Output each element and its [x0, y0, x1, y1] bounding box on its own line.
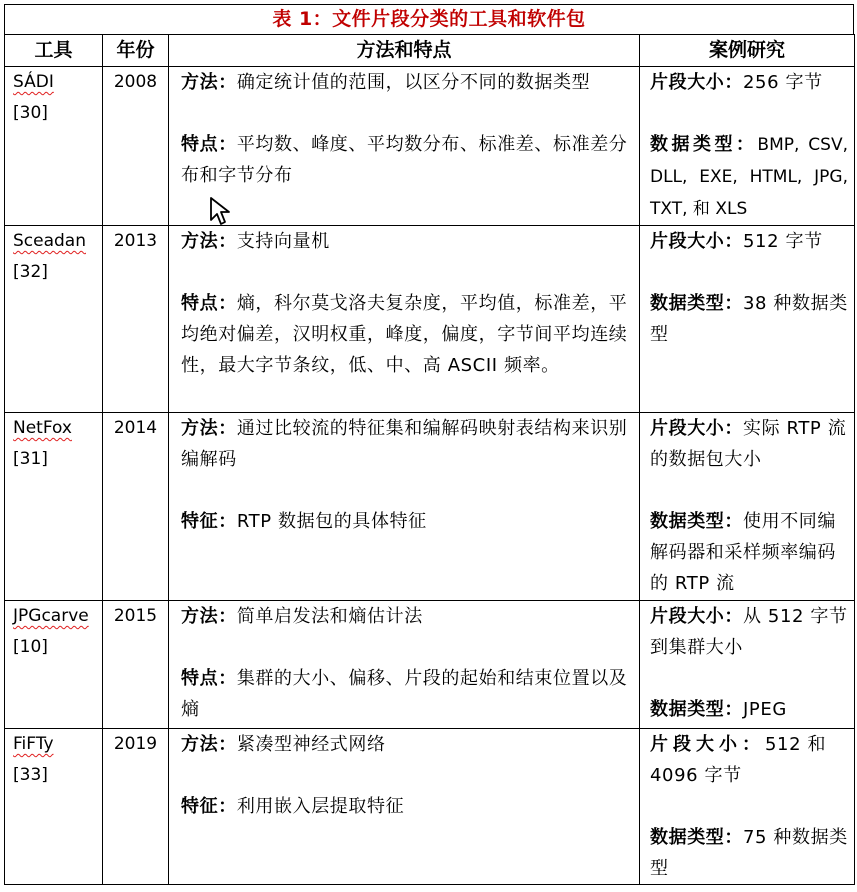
type-label: 数据类型：: [650, 699, 743, 720]
tool-cell: [5, 601, 103, 729]
tool-ref: [31]: [13, 449, 48, 469]
year-cell: 2014: [103, 413, 169, 601]
year-cell: 2008: [103, 67, 169, 226]
method-label: 方法：: [181, 231, 237, 252]
table-row: [5, 67, 855, 226]
table-row: [5, 413, 855, 601]
table-header-row: [5, 35, 855, 67]
header-year: 年份: [103, 35, 169, 67]
type-text: 38 种数据类型: [650, 293, 848, 345]
tool-ref: [30]: [13, 103, 48, 123]
size-label: 片段大小：: [650, 734, 765, 755]
feature-text: 平均数、峰度、平均数分布、标准差、标准差分布和字节分布: [181, 134, 628, 186]
tool-name: FiFTy: [13, 734, 54, 754]
tool-name: Sceadan: [13, 231, 86, 251]
table-caption: 表 1：文件片段分类的工具和软件包: [4, 4, 854, 34]
method-text: 确定统计值的范围，以区分不同的数据类型: [236, 72, 591, 93]
table-row: [5, 226, 855, 413]
feature-label: 特征：: [181, 796, 237, 817]
size-label: 片段大小：: [650, 418, 743, 439]
type-label: 数据类型：: [650, 827, 743, 848]
case-cell: [640, 226, 855, 413]
method-cell: [169, 729, 640, 885]
header-tool: 工具: [5, 35, 103, 67]
tool-cell: [5, 729, 103, 885]
type-label: 数据类型：: [650, 293, 743, 314]
tool-ref: [33]: [13, 765, 48, 785]
mouse-pointer-icon: [208, 196, 234, 226]
tool-name: JPGcarve: [13, 606, 89, 626]
case-cell: [640, 729, 855, 885]
method-label: 方法：: [181, 606, 237, 627]
case-cell: [640, 601, 855, 729]
tool-name: NetFox: [13, 418, 72, 438]
type-text: BMP, CSV, DLL, EXE, HTML, JPG, TXT, 和 XLS: [650, 135, 848, 219]
size-text: 256 字节: [743, 72, 823, 93]
tool-cell: [5, 226, 103, 413]
method-text: 简单启发法和熵估计法: [236, 606, 423, 627]
method-text: 通过比较流的特征集和编解码映射表结构来识别编解码: [181, 418, 628, 470]
tool-name: SÁDI: [13, 72, 54, 92]
tool-ref: [10]: [13, 637, 48, 657]
year-cell: 2019: [103, 729, 169, 885]
size-text: 实际 RTP 流的数据包大小: [650, 418, 847, 470]
method-label: 方法：: [181, 418, 237, 439]
method-cell: [169, 601, 640, 729]
size-label: 片段大小：: [650, 231, 743, 252]
tool-cell: [5, 413, 103, 601]
year-cell: 2015: [103, 601, 169, 729]
method-cell: [169, 226, 640, 413]
feature-label: 特点：: [181, 293, 237, 314]
tool-ref: [32]: [13, 262, 48, 282]
case-cell: [640, 413, 855, 601]
size-label: 片段大小：: [650, 72, 743, 93]
method-label: 方法：: [181, 72, 237, 93]
size-text: 512 和 4096 字节: [650, 734, 827, 786]
document: [4, 4, 854, 885]
size-text: 512 字节: [743, 231, 823, 252]
type-text: 75 种数据类型: [650, 827, 848, 879]
table-row: [5, 601, 855, 729]
size-label: 片段大小：: [650, 606, 743, 627]
size-text: 从 512 字节到集群大小: [650, 606, 848, 658]
method-cell: [169, 67, 640, 226]
method-text: 紧凑型神经式网络: [236, 734, 386, 755]
feature-label: 特点：: [181, 134, 237, 155]
type-label: 数据类型：: [650, 511, 743, 532]
method-cell: [169, 413, 640, 601]
method-label: 方法：: [181, 734, 237, 755]
method-text: 支持向量机: [236, 231, 330, 252]
feature-label: 特点：: [181, 668, 237, 689]
type-text: 使用不同编解码器和采样频率编码的 RTP 流: [650, 511, 836, 594]
year-cell: 2013: [103, 226, 169, 413]
table-row: [5, 729, 855, 885]
feature-label: 特征：: [181, 511, 237, 532]
case-cell: [640, 67, 855, 226]
feature-text: RTP 数据包的具体特征: [236, 511, 427, 532]
tool-cell: [5, 67, 103, 226]
feature-text: 利用嵌入层提取特征: [236, 796, 405, 817]
type-label: 数据类型：: [650, 134, 758, 155]
tools-table: [4, 34, 855, 885]
header-method: 方法和特点: [169, 35, 640, 67]
feature-text: 集群的大小、偏移、片段的起始和结束位置以及熵: [181, 668, 628, 720]
type-text: JPEG: [743, 699, 787, 720]
header-case: 案例研究: [640, 35, 855, 67]
feature-text: 熵，科尔莫戈洛夫复杂度，平均值，标准差，平均绝对偏差，汉明权重，峰度，偏度，字节间平均连续性，最大字节条纹，低、中、高 ASCII 频率。: [181, 293, 628, 376]
